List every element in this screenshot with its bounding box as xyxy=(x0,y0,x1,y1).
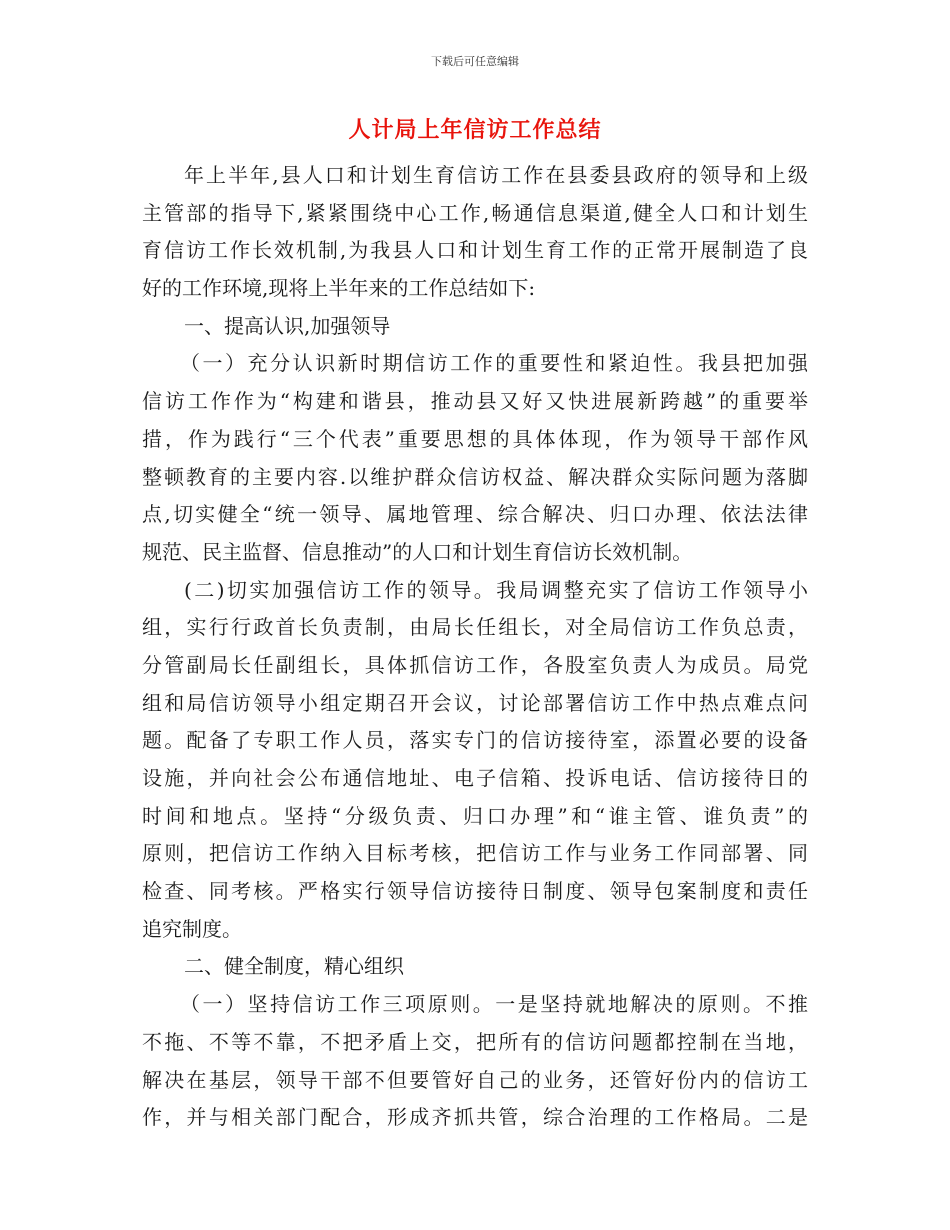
paragraph-line: 不拖、不等不靠，不把矛盾上交，把所有的信访问题都控制在当地， xyxy=(142,1029,808,1054)
document-title: 人计局上年信访工作总结 xyxy=(348,118,602,143)
paragraph-line: （一）充分认识新时期信访工作的重要性和紧迫性。我县把加强 xyxy=(180,351,808,376)
paragraph-line: 规范、民主监督、信息推动”的人口和计划生育信访长效机制。 xyxy=(142,539,693,564)
header-note: 下载后可任意编辑 xyxy=(431,55,519,68)
paragraph-line: 追究制度。 xyxy=(142,916,242,941)
paragraph-line: 原则，把信访工作纳入目标考核，把信访工作与业务工作同部署、同 xyxy=(142,841,808,866)
paragraph-line: 信访工作作为“构建和谐县，推动县又好又快进展新跨越”的重要举 xyxy=(142,389,808,414)
paragraph-line: 时间和地点。坚持“分级负责、归口办理”和“谁主管、谁负责”的 xyxy=(142,803,808,828)
paragraph-line: 作，并与相关部门配合，形成齐抓共管，综合治理的工作格局。二是 xyxy=(142,1105,808,1130)
paragraph-line: 分管副局长任副组长，具体抓信访工作，各股室负责人为成员。局党 xyxy=(142,652,808,677)
paragraph-line: 题。配备了专职工作人员，落实专门的信访接待室，添置必要的设备 xyxy=(142,728,808,753)
paragraph-line: 好的工作环境,现将上半年来的工作总结如下: xyxy=(142,276,536,301)
paragraph-line: 组和局信访领导小组定期召开会议，讨论部署信访工作中热点难点问 xyxy=(142,690,808,715)
paragraph-line: 组，实行行政首长负责制，由局长任组长，对全局信访工作负总责， xyxy=(142,615,808,640)
paragraph-line: 解决在基层，领导干部不但要管好自己的业务，还管好份内的信访工 xyxy=(142,1067,808,1092)
paragraph-line: 育信访工作长效机制,为我县人口和计划生育工作的正常开展制造了良 xyxy=(142,238,808,263)
document-body xyxy=(142,157,808,1137)
paragraph-line: 设施，并向社会公布通信地址、电子信箱、投诉电话、信访接待日的 xyxy=(142,766,808,790)
section-heading: 一、提高认识,加强领导 xyxy=(184,313,391,338)
paragraph-line: 检查、同考核。严格实行领导信访接待日制度、领导包案制度和责任 xyxy=(142,879,808,904)
paragraph-line: 年上半年,县人口和计划生育信访工作在县委县政府的领导和上级 xyxy=(184,163,808,187)
paragraph-line: 措，作为践行“三个代表”重要思想的具体体现，作为领导干部作风 xyxy=(142,426,808,451)
paragraph-line: (二)切实加强信访工作的领导。我局调整充实了信访工作领导小 xyxy=(184,577,808,602)
paragraph-line: 点,切实健全“统一领导、属地管理、综合解决、归口办理、依法法律 xyxy=(142,502,808,527)
section-heading: 二、健全制度，精心组织 xyxy=(184,954,404,979)
paragraph-line: 整顿教育的主要内容.以维护群众信访权益、解决群众实际问题为落脚 xyxy=(142,464,808,489)
paragraph-line: 主管部的指导下,紧紧围绕中心工作,畅通信息渠道,健全人口和计划生 xyxy=(142,200,808,225)
paragraph-line: （一）坚持信访工作三项原则。一是坚持就地解决的原则。不推 xyxy=(180,992,808,1017)
